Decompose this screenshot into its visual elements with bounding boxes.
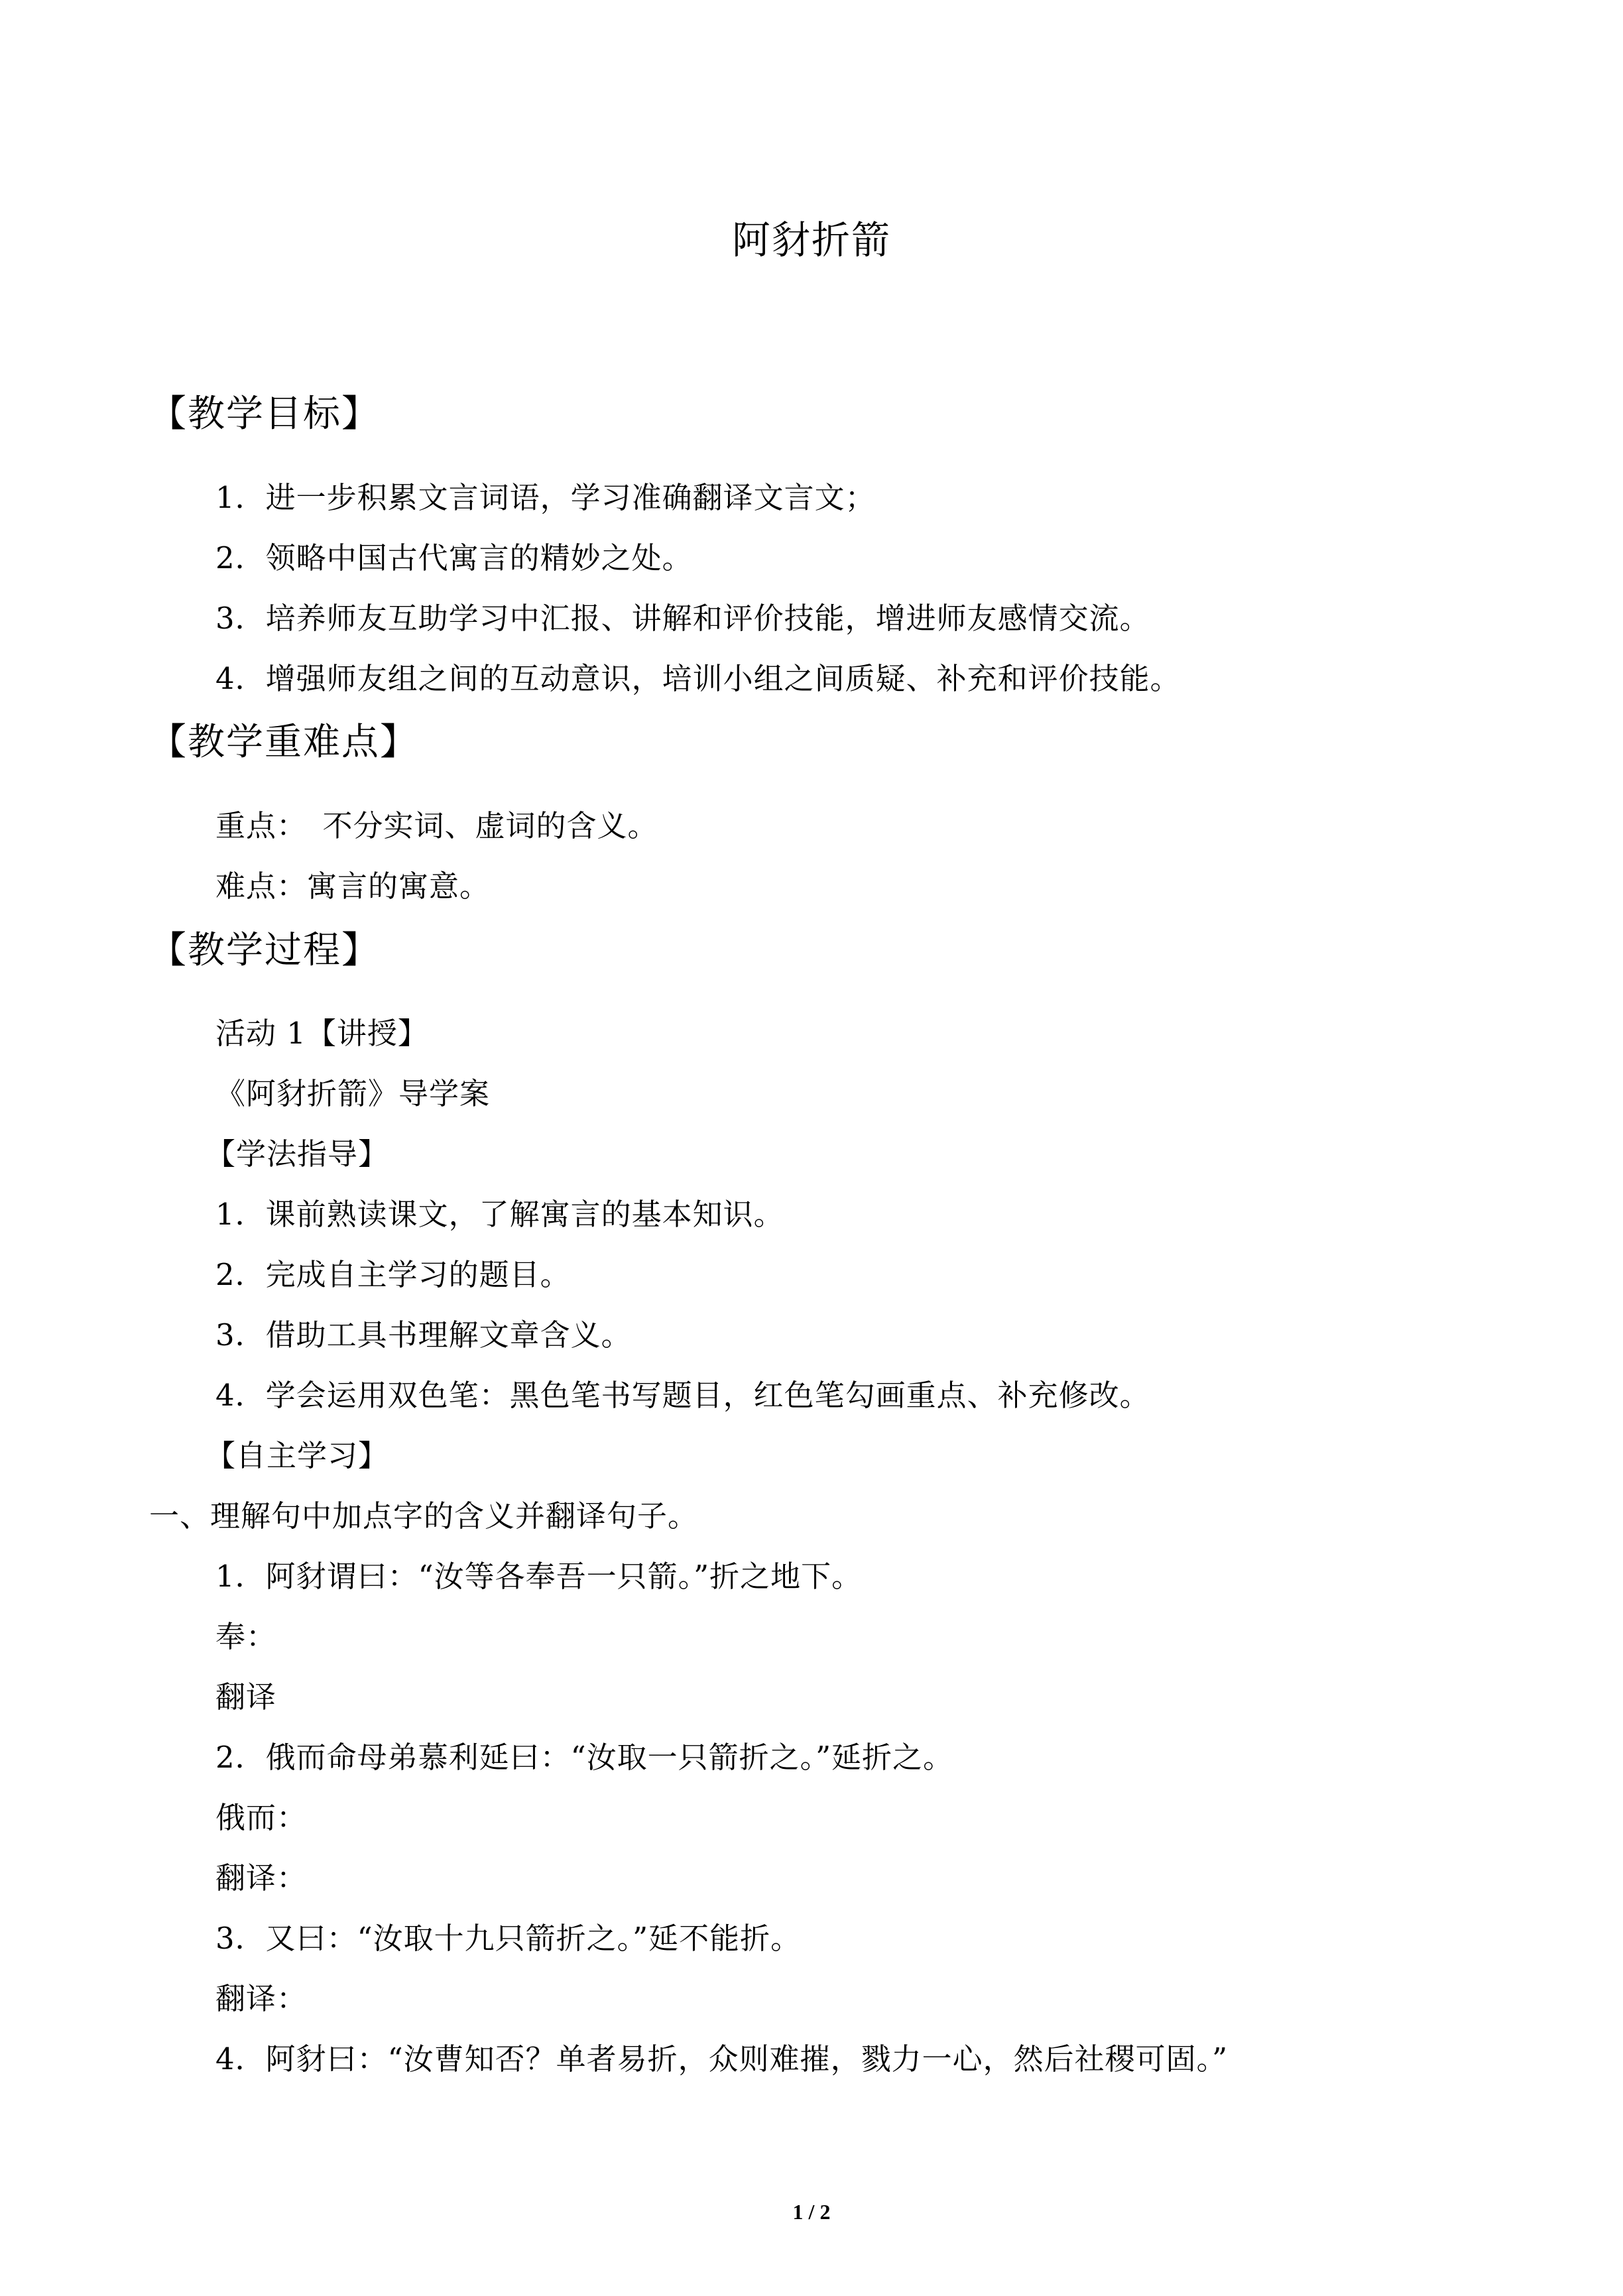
key-point: 重点： 不分实词、虚词的含义。: [215, 808, 658, 843]
method-item-4: 4．学会运用双色笔：黑色笔书写题目，红色笔勾画重点、补充修改。: [215, 1378, 1150, 1413]
activity-label: 活动 1【讲授】: [215, 1016, 428, 1051]
method-item-3: 3．借助工具书理解文章含义。: [215, 1317, 632, 1353]
part1-heading: 一、理解句中加点字的含义并翻译句子。: [149, 1498, 699, 1534]
page-title: 阿豺折箭: [731, 217, 891, 263]
objective-item-1: 1．进一步积累文言词语，学习准确翻译文言文；: [215, 480, 876, 515]
difficult-point: 难点：寓言的寓意。: [215, 869, 491, 904]
self-study-heading: 【自主学习】: [206, 1438, 389, 1473]
question-2-translate: 翻译：: [215, 1860, 308, 1896]
question-4: 4．阿豺曰：“汝曹知否？单者易折，众则难摧，戮力一心，然后社稷可固。”: [215, 2041, 1229, 2077]
objectives-heading: 【教学目标】: [149, 393, 380, 436]
question-1-translate: 翻译: [215, 1679, 277, 1715]
question-1-word: 奉：: [215, 1619, 277, 1654]
objective-item-3: 3．培养师友互助学习中汇报、讲解和评价技能，增进师友感情交流。: [215, 601, 1150, 636]
question-2: 2．俄而命母弟慕利延曰：“汝取一只箭折之。”延折之。: [215, 1740, 954, 1775]
method-item-2: 2．完成自主学习的题目。: [215, 1257, 571, 1292]
difficulties-heading: 【教学重难点】: [149, 721, 418, 764]
question-3-translate: 翻译：: [215, 1981, 308, 2016]
objective-item-2: 2．领略中国古代寓言的精妙之处。: [215, 540, 693, 575]
process-heading: 【教学过程】: [149, 929, 380, 972]
objective-item-4: 4．增强师友组之间的互动意识，培训小组之间质疑、补充和评价技能。: [215, 661, 1181, 696]
question-1: 1．阿豺谓曰：“汝等各奉吾一只箭。”折之地下。: [215, 1559, 863, 1594]
page-indicator: 1 / 2: [792, 2200, 831, 2224]
guide-title: 《阿豺折箭》导学案: [215, 1076, 491, 1111]
method-heading: 【学法指导】: [206, 1136, 389, 1172]
method-item-1: 1．课前熟读课文，了解寓言的基本知识。: [215, 1197, 784, 1232]
question-3: 3．又曰：“汝取十九只箭折之。”延不能折。: [215, 1921, 802, 1956]
question-2-word: 俄而：: [215, 1800, 308, 1835]
